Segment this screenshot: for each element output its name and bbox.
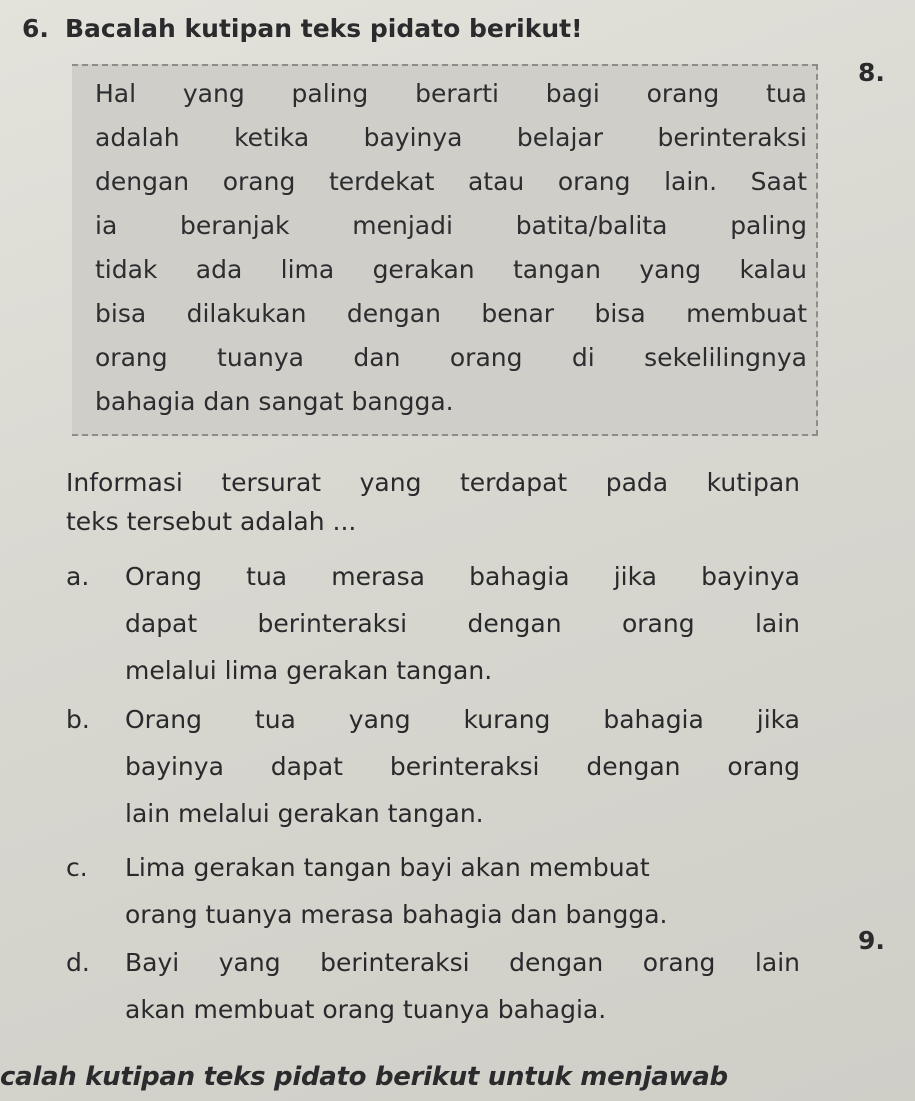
option-c-line: Lima gerakan tangan bayi akan membuat	[125, 853, 650, 882]
option-d-line: akan membuat orang tuanya bahagia.	[125, 995, 607, 1024]
question-6-instruction: Bacalah kutipan teks pidato berikut!	[65, 14, 583, 43]
passage-line: bahagia dan sangat bangga.	[95, 387, 454, 416]
option-d-letter: d.	[66, 948, 90, 977]
passage-line: orang tuanya dan orang di sekelilingnya	[95, 343, 807, 372]
option-c-line: orang tuanya merasa bahagia dan bangga.	[125, 900, 668, 929]
passage-line: ia beranjak menjadi batita/balita paling	[95, 211, 807, 240]
option-a-line: Orang tua merasa bahagia jika bayinya	[125, 562, 800, 591]
option-b-line: bayinya dapat berinteraksi dengan orang	[125, 752, 800, 781]
option-a-line: melalui lima gerakan tangan.	[125, 656, 493, 685]
passage-line: bisa dilakukan dengan benar bisa membuat	[95, 299, 807, 328]
question-stem-line: Informasi tersurat yang terdapat pada kutipan	[66, 468, 800, 497]
passage-line: dengan orang terdekat atau orang lain. Saat	[95, 167, 807, 196]
speech-excerpt-box	[72, 64, 818, 436]
question-stem-line: teks tersebut adalah ...	[66, 507, 357, 536]
passage-line: tidak ada lima gerakan tangan yang kalau	[95, 255, 807, 284]
option-b-line: Orang tua yang kurang bahagia jika	[125, 705, 800, 734]
option-c-letter: c.	[66, 853, 88, 882]
option-b-line: lain melalui gerakan tangan.	[125, 799, 484, 828]
side-question-8-number: 8.	[858, 58, 885, 87]
option-b-letter: b.	[66, 705, 90, 734]
option-a-letter: a.	[66, 562, 90, 591]
side-question-9-number: 9.	[858, 926, 885, 955]
option-d-line: Bayi yang berinteraksi dengan orang lain	[125, 948, 800, 977]
passage-line: Hal yang paling berarti bagi orang tua	[95, 79, 807, 108]
next-section-instruction: calah kutipan teks pidato berikut untuk menjawab	[0, 1062, 728, 1092]
option-a-line: dapat berinteraksi dengan orang lain	[125, 609, 800, 638]
question-6-number: 6.	[22, 14, 49, 43]
passage-line: adalah ketika bayinya belajar berinteraksi	[95, 123, 807, 152]
